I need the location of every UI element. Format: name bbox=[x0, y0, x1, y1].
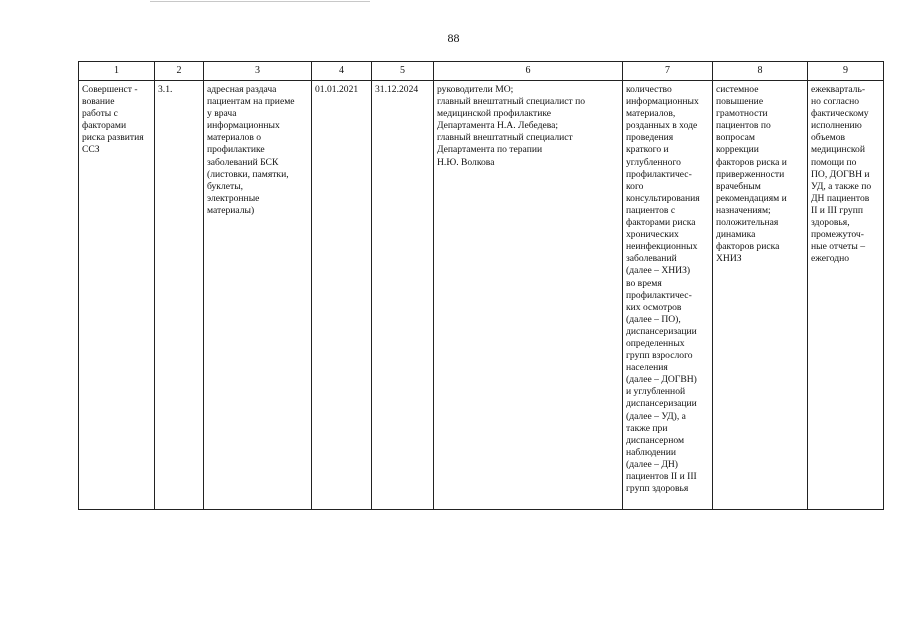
cell-text-line: ежегодно bbox=[811, 253, 850, 265]
cell-text-line: наблюдении bbox=[626, 446, 677, 458]
cell-text-line: материалов, bbox=[626, 108, 676, 120]
cell-text-line: положительная bbox=[716, 217, 779, 229]
cell-text-line: Н.Ю. Волкова bbox=[437, 156, 495, 168]
cell-text-line: медицинской профилактике bbox=[437, 108, 552, 120]
cell-text-line: руководители МО; bbox=[437, 84, 514, 95]
header-cell-5: 5 bbox=[372, 62, 434, 81]
cell-text-line: динамика bbox=[716, 229, 756, 241]
cell-text-line: главный внештатный специалист bbox=[437, 132, 573, 144]
cell-text-line: II и III групп bbox=[811, 204, 863, 216]
scan-top-line bbox=[150, 1, 370, 2]
cell-text-line: промежуточ- bbox=[811, 229, 864, 241]
cell-text-line: заболеваний БСК bbox=[207, 156, 279, 168]
cell-text-line: неинфекционных bbox=[626, 241, 698, 253]
cell-text-line: групп взрослого bbox=[626, 350, 693, 362]
cell-text-line: информационных bbox=[626, 96, 699, 108]
header-cell-7: 7 bbox=[623, 62, 713, 81]
cell-text-line: риска развития bbox=[82, 132, 144, 144]
cell-text-line: рекомендациям и bbox=[716, 192, 787, 204]
cell-text-line: УД, а также по bbox=[811, 180, 872, 192]
cell-text-line: Департамента по терапии bbox=[437, 144, 543, 156]
table-row bbox=[79, 81, 884, 510]
cell-text-line: групп здоровья bbox=[626, 483, 689, 495]
cell-text-line: грамотности bbox=[716, 108, 768, 120]
cell-text-line: факторами риска bbox=[626, 217, 696, 229]
cell-text-line: также при bbox=[626, 422, 668, 434]
cell-text-line: проведения bbox=[626, 132, 674, 144]
cell-text-line: пациентов II и III bbox=[626, 471, 697, 482]
cell-start-date bbox=[312, 81, 372, 510]
cell-text-line: (далее – ДН) bbox=[626, 458, 678, 470]
cell-text-line: ежекварталь- bbox=[811, 84, 866, 95]
cell-text-line: буклеты, bbox=[207, 180, 244, 192]
cell-text-line: углубленного bbox=[626, 156, 681, 168]
cell-text-line: пациентам на приеме bbox=[207, 96, 295, 108]
cell-text-line: работы с bbox=[82, 108, 118, 120]
cell-text-line: 01.01.2021 bbox=[315, 84, 359, 95]
cell-text-line: вование bbox=[82, 96, 115, 108]
cell-text-line: 3.1. bbox=[158, 84, 173, 95]
page-number: 88 bbox=[447, 31, 460, 45]
cell-text-line: факторами bbox=[82, 120, 127, 132]
cell-text-line: повышение bbox=[716, 96, 764, 108]
cell-text-line: (далее – ПО), bbox=[626, 313, 681, 325]
cell-text-line: коррекции bbox=[716, 144, 759, 156]
cell-text-line: профилактичес- bbox=[626, 289, 692, 301]
cell-text-line: и углубленной bbox=[626, 386, 686, 398]
cell-text-line: помощи по bbox=[811, 156, 857, 168]
cell-text-line: (листовки, памятки, bbox=[207, 168, 289, 180]
cell-text-line: консультирования bbox=[626, 192, 700, 204]
cell-text-line: Совершенст - bbox=[82, 84, 138, 95]
cell-text-line: врачебным bbox=[716, 180, 761, 192]
cell-text-line: материалов о bbox=[207, 132, 262, 144]
cell-text-line: ПО, ДОГВН и bbox=[811, 168, 870, 180]
cell-text-line: 31.12.2024 bbox=[375, 84, 419, 95]
cell-text-line: ких осмотров bbox=[626, 301, 682, 313]
cell-text-line: назначениям; bbox=[716, 204, 771, 216]
cell-text-line: ХНИЗ bbox=[716, 253, 742, 265]
cell-text-line: ные отчеты – bbox=[811, 241, 866, 253]
cell-text-line: материалы) bbox=[207, 204, 255, 216]
cell-text-line: (далее – ХНИЗ) bbox=[626, 265, 691, 277]
cell-text-line: диспансеризации bbox=[626, 325, 697, 337]
cell-text-line: во время bbox=[626, 277, 662, 289]
cell-text-line: приверженности bbox=[716, 168, 785, 180]
header-cell-1: 1 bbox=[79, 62, 155, 81]
cell-measure bbox=[204, 81, 312, 510]
cell-text-line: (далее – УД), а bbox=[626, 410, 686, 422]
cell-direction bbox=[79, 81, 155, 510]
cell-text-line: профилактике bbox=[207, 144, 265, 156]
cell-text-line: пациентов с bbox=[626, 204, 676, 216]
cell-text-line: главный внештатный специалист по bbox=[437, 96, 586, 108]
cell-responsible bbox=[434, 81, 623, 510]
header-cell-6: 6 bbox=[434, 62, 623, 81]
cell-text-line: определенных bbox=[626, 337, 685, 349]
cell-text-line: системное bbox=[716, 84, 759, 95]
cell-text-line: факторов риска и bbox=[716, 156, 787, 168]
cell-text-line: пациентов по bbox=[716, 120, 771, 132]
cell-text-line: кого bbox=[626, 180, 644, 192]
cell-text-line: здоровья, bbox=[811, 217, 850, 229]
cell-text-line: диспансерном bbox=[626, 434, 685, 446]
cell-text-line: адресная раздача bbox=[207, 84, 277, 95]
cell-item-number bbox=[155, 81, 204, 510]
cell-text-line: хронических bbox=[626, 229, 679, 241]
header-cell-4: 4 bbox=[312, 62, 372, 81]
cell-text-line: ССЗ bbox=[82, 144, 100, 156]
cell-text-line: (далее – ДОГВН) bbox=[626, 374, 697, 386]
cell-text-line: вопросам bbox=[716, 132, 755, 144]
cell-text-line: краткого и bbox=[626, 144, 669, 156]
header-cell-3: 3 bbox=[204, 62, 312, 81]
header-cell-9: 9 bbox=[808, 62, 884, 81]
cell-indicator bbox=[623, 81, 713, 510]
cell-text-line: розданных в ходе bbox=[626, 120, 698, 132]
cell-text-line: у врача bbox=[207, 108, 237, 120]
cell-text-line: медицинской bbox=[811, 144, 865, 156]
cell-end-date bbox=[372, 81, 434, 510]
cell-text-line: исполнению bbox=[811, 120, 862, 132]
cell-text-line: факторов риска bbox=[716, 241, 780, 253]
cell-text-line: ДН пациентов bbox=[811, 192, 870, 204]
cell-text-line: электронные bbox=[207, 192, 260, 204]
cell-expected-result bbox=[713, 81, 808, 510]
cell-text-line: но согласно bbox=[811, 96, 860, 108]
header-cell-8: 8 bbox=[713, 62, 808, 81]
cell-text-line: профилактичес- bbox=[626, 168, 692, 180]
cell-text-line: населения bbox=[626, 362, 668, 374]
cell-text-line: заболеваний bbox=[626, 253, 677, 265]
cell-text-line: фактическому bbox=[811, 108, 869, 120]
cell-text-line: диспансеризации bbox=[626, 398, 697, 410]
header-cell-2: 2 bbox=[155, 62, 204, 81]
cell-text-line: Департамента Н.А. Лебедева; bbox=[437, 120, 559, 132]
cell-text-line: информационных bbox=[207, 120, 280, 132]
cell-text-line: объемов bbox=[811, 132, 846, 144]
cell-text-line: количество bbox=[626, 84, 672, 95]
cell-reporting bbox=[808, 81, 884, 510]
measures-table bbox=[78, 61, 884, 510]
header-row bbox=[79, 62, 884, 81]
